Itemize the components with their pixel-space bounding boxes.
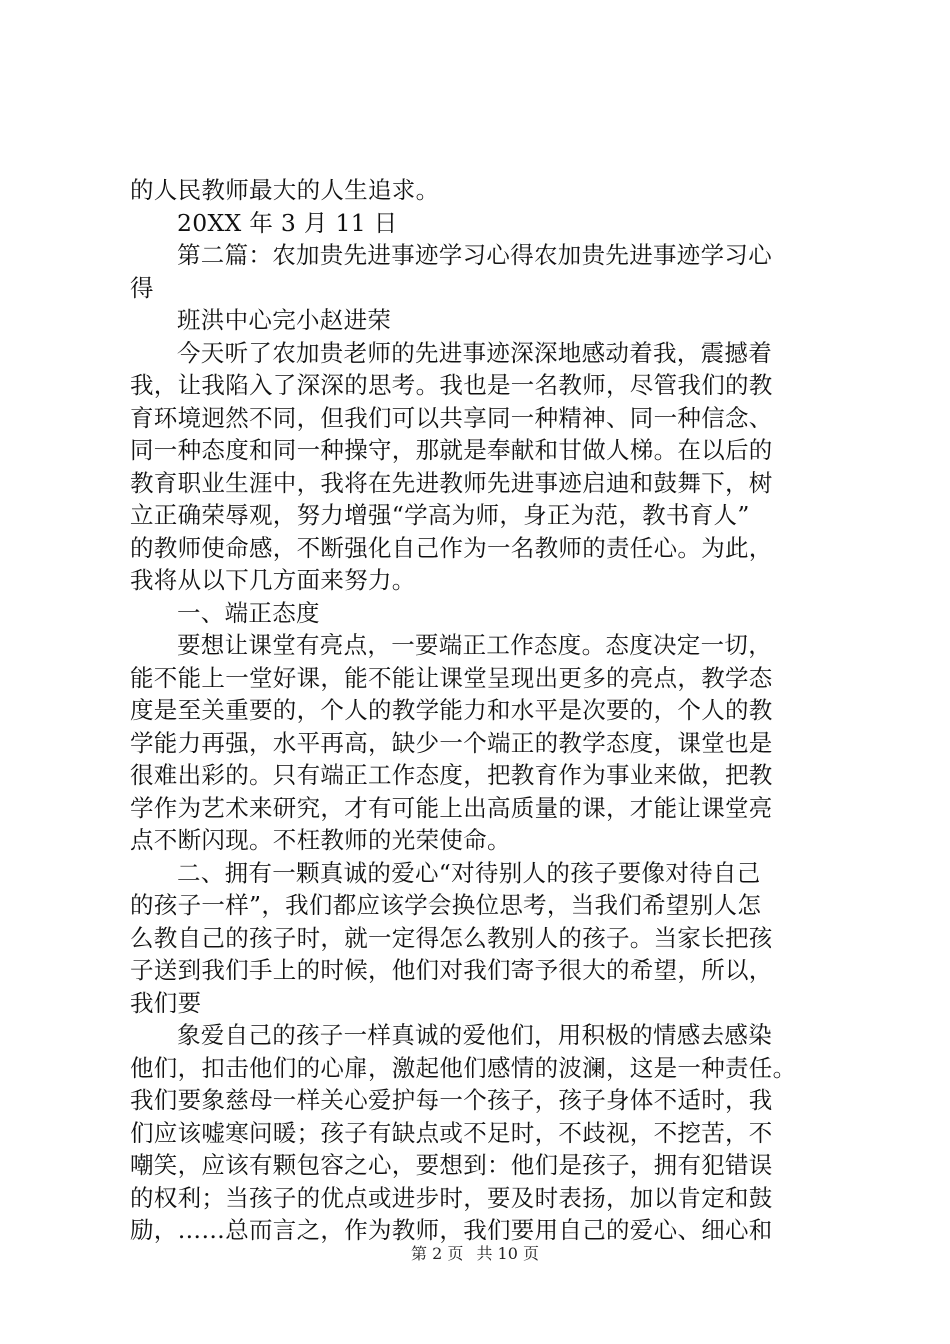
text-line: 20XX 年 3 月 11 日 bbox=[177, 208, 398, 237]
text-line: 么教自己的孩子时，就一定得怎么教别人的孩子。当家长把孩 bbox=[130, 923, 773, 952]
text-line: 二、拥有一颗真诚的爱心“对待别人的孩子要像对待自己 bbox=[177, 858, 761, 887]
text-line: 的孩子一样”，我们都应该学会换位思考，当我们希望别人怎 bbox=[130, 891, 762, 919]
document-body bbox=[130, 174, 850, 1247]
text-line: 立正确荣辱观，努力增强“学高为师，身正为范，教书育人” bbox=[130, 501, 750, 529]
text-line: 们应该嘘寒问暖；孩子有缺点或不足时，不歧视，不挖苦，不 bbox=[130, 1118, 773, 1147]
text-line: 教育职业生涯中，我将在先进教师先进事迹启迪和鼓舞下，树 bbox=[130, 468, 773, 497]
page-total: 共 10 页 bbox=[476, 1244, 539, 1263]
text-line: 他们，扣击他们的心扉，激起他们感情的波澜，这是一种责任。 bbox=[130, 1053, 797, 1082]
text-line: 象爱自己的孩子一样真诚的爱他们，用积极的情感去感染 bbox=[177, 1021, 772, 1049]
text-line: 的人民教师最大的人生追求。 bbox=[130, 176, 440, 204]
text-line: 我们要象慈母一样关心爱护每一个孩子，孩子身体不适时，我 bbox=[130, 1086, 773, 1114]
text-line: 要想让课堂有亮点，一要端正工作态度。态度决定一切， bbox=[177, 631, 772, 659]
text-line: 度是至关重要的，个人的教学能力和水平是次要的，个人的教 bbox=[130, 696, 773, 724]
text-line: 嘲笑，应该有颗包容之心，要想到：他们是孩子，拥有犯错误 bbox=[130, 1151, 773, 1179]
text-line: 同一种态度和同一种操守，那就是奉献和甘做人梯。在以后的 bbox=[130, 436, 773, 464]
text-line: 我，让我陷入了深深的思考。我也是一名教师，尽管我们的教 bbox=[130, 371, 773, 399]
text-line: 的权利；当孩子的优点或进步时，要及时表扬，加以肯定和鼓 bbox=[130, 1183, 773, 1212]
page-number: 第 2 页 bbox=[411, 1244, 464, 1263]
text-line: 能不能上一堂好课，能不能让课堂呈现出更多的亮点，教学态 bbox=[130, 663, 773, 692]
text-line: 育环境迥然不同，但我们可以共享同一种精神、同一种信念、 bbox=[130, 403, 773, 432]
text-line: 第二篇：农加贵先进事迹学习心得农加贵先进事迹学习心 bbox=[177, 241, 772, 269]
text-line: 班洪中心完小赵进荣 bbox=[177, 306, 392, 334]
text-line: 一、端正态度 bbox=[177, 598, 320, 627]
text-line: 我将从以下几方面来努力。 bbox=[130, 566, 416, 594]
text-line: 得 bbox=[130, 273, 154, 302]
text-line: 学能力再强，水平再高，缺少一个端正的教学态度，课堂也是 bbox=[130, 728, 773, 757]
text-line: 励，……总而言之，作为教师，我们要用自己的爱心、细心和 bbox=[130, 1216, 773, 1244]
text-line: 今天听了农加贵老师的先进事迹深深地感动着我，震撼着 bbox=[177, 338, 772, 367]
text-line: 的教师使命感，不断强化自己作为一名教师的责任心。为此， bbox=[130, 533, 773, 562]
text-line: 我们要 bbox=[130, 988, 202, 1017]
text-line: 学作为艺术来研究，才有可能上出高质量的课，才能让课堂亮 bbox=[130, 793, 773, 822]
text-line: 很难出彩的。只有端正工作态度，把教育作为事业来做，把教 bbox=[130, 761, 773, 789]
page-footer bbox=[0, 1241, 950, 1264]
text-line: 子送到我们手上的时候，他们对我们寄予很大的希望，所以， bbox=[130, 956, 773, 984]
text-line: 点不断闪现。不枉教师的光荣使命。 bbox=[130, 826, 511, 854]
